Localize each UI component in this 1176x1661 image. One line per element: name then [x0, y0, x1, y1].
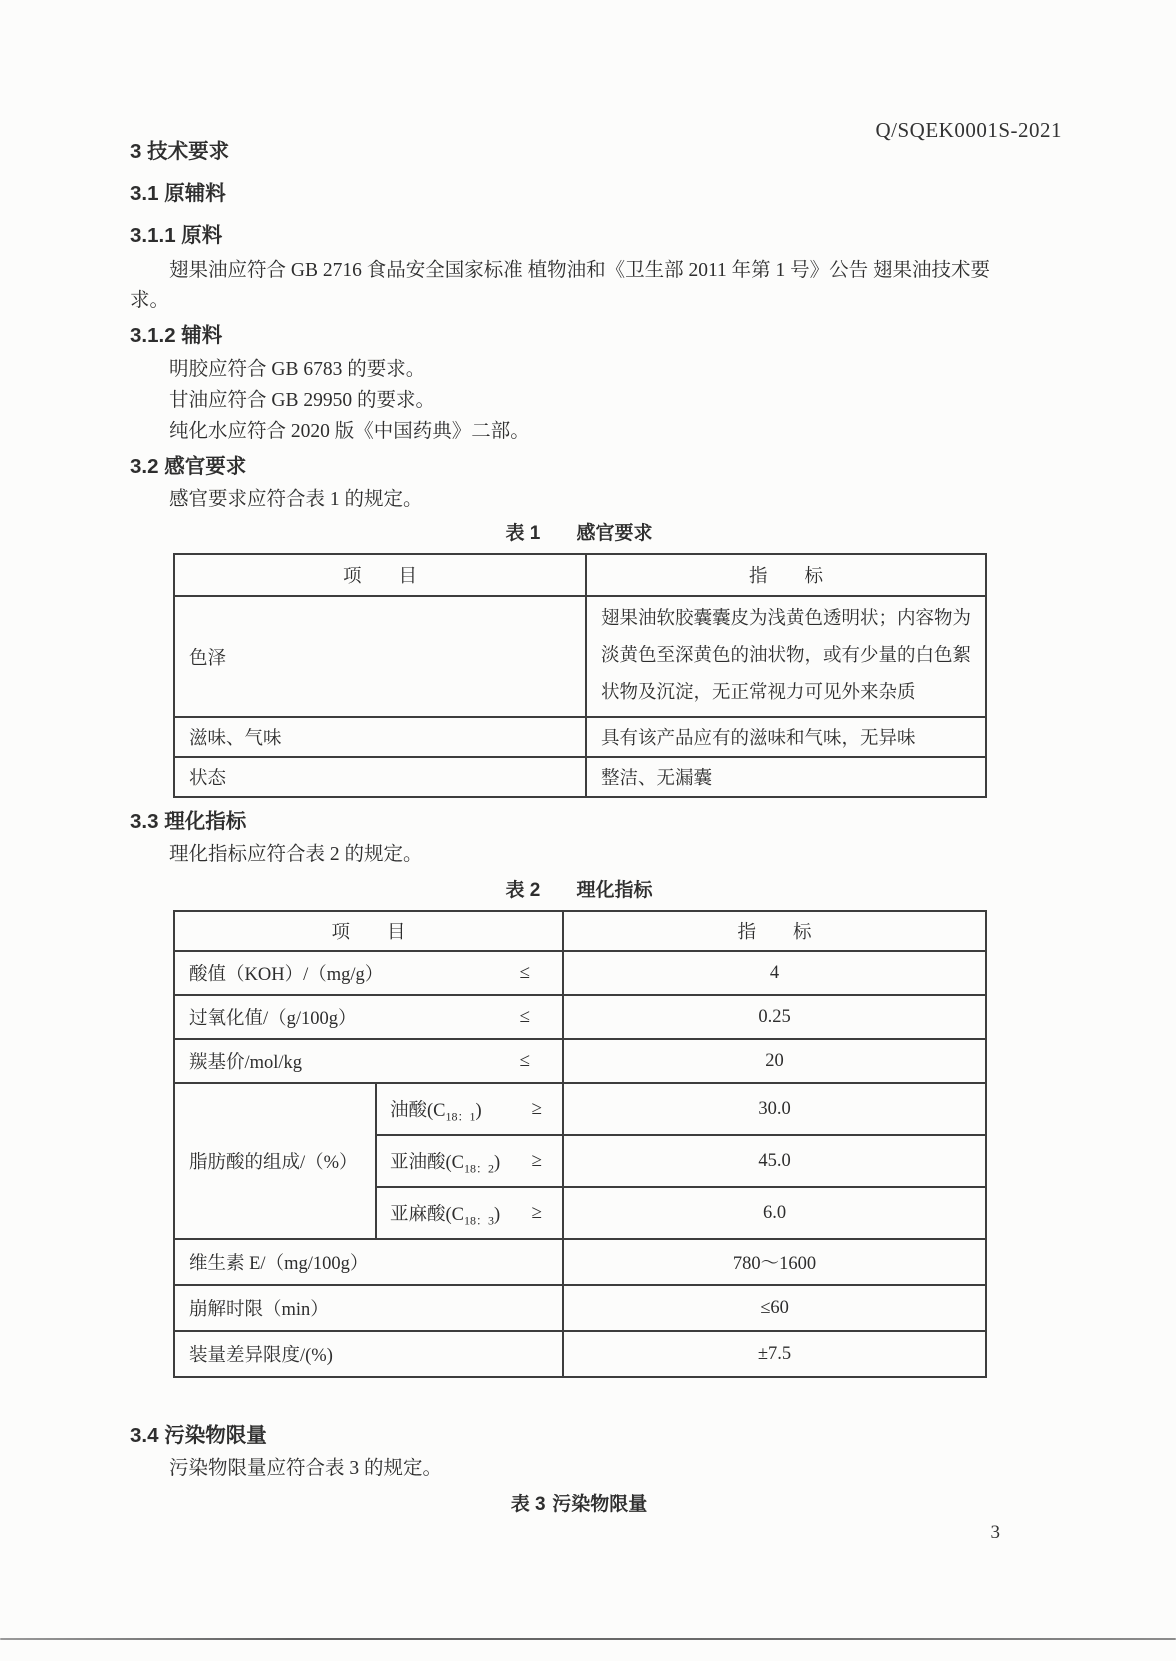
table2-header-row: [174, 911, 986, 951]
vitamin-e-range: 780～1600: [563, 1239, 986, 1285]
page-number: 3: [990, 1522, 1000, 1543]
aux-material-list: [130, 354, 1052, 447]
page-edge-scan-line: [0, 1638, 1176, 1640]
table-row: [174, 596, 986, 717]
table-1-sensory-requirements: [173, 553, 987, 798]
aux-line-purified-water: 纯化水应符合 2020 版《中国药典》二部。: [169, 421, 530, 442]
table-row: [174, 1285, 986, 1331]
table-row: [174, 717, 986, 757]
table2-header-item: 项 目: [174, 911, 563, 951]
carbonyl-value-operator: ≤: [519, 1050, 531, 1071]
table1-indicator-taste-odor: 具有该产品应有的滋味和气味，无异味: [586, 717, 986, 757]
heading-3-2-sensory: 3.2 感官要求: [130, 455, 247, 478]
fill-weight-variation-limit: ±7.5: [563, 1331, 986, 1377]
oleic-acid-operator: ≥: [531, 1098, 543, 1119]
table2-item-disintegration-time: 崩解时限（min）: [174, 1285, 563, 1331]
heading-3-1-raw-aux-materials: 3.1 原辅料: [130, 182, 226, 205]
linolenic-acid-formula: 亚麻酸$(C_{18:3})$: [390, 1205, 501, 1228]
table-row: [174, 1083, 986, 1135]
table2-caption: [173, 878, 985, 904]
carbonyl-value-limit: 20: [563, 1039, 986, 1083]
table1-indicator-color: 翅果油软胶囊囊皮为浅黄色透明状；内容物为淡黄色至深黄色的油状物，或有少量的白色絮状物及沉淀，无正常视力可见外来杂质: [586, 596, 986, 717]
doc-code: Q/SQEK0001S-2021: [875, 118, 1062, 142]
table2-subitem-linolenic-acid: [376, 1187, 563, 1239]
table1-caption: [173, 521, 985, 547]
linoleic-acid-formula: 亚油酸$(C_{18:2})$: [390, 1153, 501, 1176]
table1-indicator-state: 整洁、无漏囊: [586, 757, 986, 797]
table2-subitem-oleic-acid: [376, 1083, 563, 1135]
table2-item-fatty-acid-composition: 脂肪酸的组成/（%）: [174, 1083, 376, 1239]
aux-line-glycerol: 甘油应符合 GB 29950 的要求。: [169, 390, 435, 411]
heading-3-1-1-raw-material: 3.1.1 原料: [130, 224, 223, 247]
table1-header-row: [174, 554, 986, 596]
paragraph-sensory-intro: 感官要求应符合表 1 的规定。: [169, 489, 423, 510]
table2-caption-title: 理化指标: [576, 880, 653, 901]
heading-3-4-contaminant-limits: 3.4 污染物限量: [130, 1424, 267, 1447]
table3-caption-title: 污染物限量: [552, 1494, 648, 1515]
table2-item-fill-weight-variation: 装量差异限度/(%): [174, 1331, 563, 1377]
acid-value-operator: ≤: [519, 962, 531, 983]
peroxide-value-operator: ≤: [519, 1006, 531, 1027]
table1-header-indicator: 指 标: [586, 554, 986, 596]
peroxide-value-limit: 0.25: [563, 995, 986, 1039]
table2-subitem-linoleic-acid: [376, 1135, 563, 1187]
aux-line-gelatin: 明胶应符合 GB 6783 的要求。: [169, 359, 426, 380]
acid-value-label: 酸值（KOH）/（mg/g）: [189, 965, 384, 985]
table2-caption-number: 表 2: [505, 880, 541, 901]
table-row: [174, 1039, 986, 1083]
linoleic-acid-operator: ≥: [531, 1150, 543, 1171]
table-row: [174, 1331, 986, 1377]
oleic-acid-formula: 油酸$(C_{18:1})$: [390, 1101, 482, 1124]
table2-item-carbonyl-value: [174, 1039, 563, 1083]
linolenic-acid-limit: 6.0: [563, 1187, 986, 1239]
table-row: [174, 1239, 986, 1285]
table2-header-indicator: 指 标: [563, 911, 986, 951]
linoleic-acid-limit: 45.0: [563, 1135, 986, 1187]
table2-item-vitamin-e: 维生素 E/（mg/100g）: [174, 1239, 563, 1285]
table-2-physicochemical-indicators: [173, 910, 987, 1378]
table3-caption: [173, 1492, 985, 1518]
paragraph-contaminant-intro: 污染物限量应符合表 3 的规定。: [169, 1458, 443, 1479]
table1-item-state: 状态: [174, 757, 586, 797]
acid-value-limit: 4: [563, 951, 986, 995]
table1-caption-title: 感官要求: [576, 523, 653, 544]
paragraph-raw-material: 翅果油应符合 GB 2716 食品安全国家标准 植物油和《卫生部 2011 年第 1 号》公告 翅果油技术要求。: [130, 260, 990, 311]
oleic-acid-limit: 30.0: [563, 1083, 986, 1135]
peroxide-value-label: 过氧化值/（g/100g）: [189, 1009, 357, 1029]
disintegration-time-limit: ≤60: [563, 1285, 986, 1331]
heading-3-technical-requirements: 3 技术要求: [130, 140, 230, 163]
table2-item-acid-value: [174, 951, 563, 995]
page-content: [130, 138, 1052, 1518]
table1-caption-number: 表 1: [505, 523, 541, 544]
linolenic-acid-operator: ≥: [531, 1202, 543, 1223]
table1-item-taste-odor: 滋味、气味: [174, 717, 586, 757]
carbonyl-value-label: 羰基价/mol/kg: [189, 1053, 303, 1073]
table1-header-item: 项 目: [174, 554, 586, 596]
table-row: [174, 995, 986, 1039]
table1-item-color: 色泽: [174, 596, 586, 717]
table-row: [174, 757, 986, 797]
table2-item-peroxide-value: [174, 995, 563, 1039]
heading-3-1-2-aux-material: 3.1.2 辅料: [130, 324, 223, 347]
heading-3-3-physicochemical: 3.3 理化指标: [130, 810, 247, 833]
table-row: [174, 951, 986, 995]
paragraph-physchem-intro: 理化指标应符合表 2 的规定。: [169, 844, 423, 865]
table3-caption-number: 表 3: [510, 1494, 546, 1515]
